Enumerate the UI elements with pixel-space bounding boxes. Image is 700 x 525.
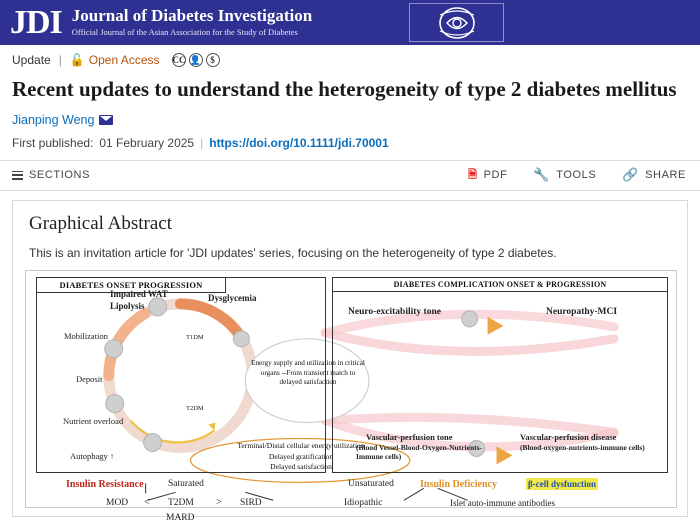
bottom-oval-line-2: Delayed satisfaction bbox=[270, 462, 332, 471]
label-mard: MARD bbox=[166, 513, 195, 523]
email-icon[interactable] bbox=[99, 115, 113, 125]
wrench-icon: 🔧 bbox=[533, 167, 551, 183]
doi-link[interactable]: https://doi.org/10.1111/jdi.70001 bbox=[209, 135, 389, 150]
creative-commons-icons[interactable] bbox=[172, 53, 220, 67]
label-insulin-deficiency: Insulin Deficiency bbox=[420, 479, 497, 490]
journal-title: Journal of Diabetes Investigation bbox=[71, 5, 313, 25]
center-oval-text: Energy supply and utilization in critical organs --From transient match to delayed satisfaction bbox=[251, 359, 365, 387]
label-mobilization: Mobilization bbox=[64, 331, 108, 341]
journal-subtitle: Official Journal of the Asian Association for the Study of Diabetes bbox=[71, 27, 298, 38]
kicker-separator: | bbox=[58, 53, 62, 67]
label-beta-cell-dysfunction: β-cell dysfunction bbox=[528, 479, 596, 489]
label-impaired-wat: Impaired WAT bbox=[110, 289, 168, 299]
tools-label: TOOLS bbox=[556, 169, 597, 182]
site-masthead bbox=[0, 0, 700, 45]
label-deposit: Deposit bbox=[76, 374, 103, 384]
label-t2dm: T2DM bbox=[186, 405, 204, 412]
tools-button[interactable] bbox=[533, 167, 596, 183]
label-idiopathic: Idiopathic bbox=[344, 498, 383, 508]
pdf-icon: 🗎 bbox=[468, 168, 478, 181]
chevron-right-icon: > bbox=[216, 497, 222, 508]
article-toolbar bbox=[0, 160, 700, 191]
label-unsaturated: Unsaturated bbox=[348, 479, 394, 489]
author-line bbox=[12, 113, 688, 127]
left-panel-header: DIABETES ONSET PROGRESSION bbox=[36, 277, 226, 293]
article-header bbox=[0, 45, 700, 150]
graphical-abstract-figure[interactable] bbox=[25, 270, 677, 523]
label-saturated: Saturated bbox=[168, 479, 204, 489]
label-t1dm: T1DM bbox=[186, 334, 204, 341]
pdf-label: PDF bbox=[483, 169, 508, 182]
sections-label: SECTIONS bbox=[29, 169, 91, 182]
open-access-label: Open Access bbox=[88, 53, 160, 67]
label-sird: SIRD bbox=[240, 498, 262, 508]
graphical-abstract-panel bbox=[12, 200, 688, 523]
label-neuro-excitability-tone: Neuro-excitability tone bbox=[348, 307, 441, 317]
author-name[interactable]: Jianping Weng bbox=[12, 112, 95, 127]
open-access-badge[interactable] bbox=[70, 53, 160, 67]
page-title: Recent updates to understand the heterogeneity of type 2 diabetes mellitus bbox=[12, 77, 677, 101]
toolbar-right-group bbox=[468, 166, 686, 185]
label-lipolysis: Lipolysis bbox=[110, 301, 145, 311]
first-published-date: 01 February 2025 bbox=[99, 135, 195, 150]
share-label: SHARE bbox=[645, 169, 686, 182]
pubinfo-separator: | bbox=[200, 135, 204, 150]
bottom-oval-line-1: Delayed gratification bbox=[268, 452, 334, 461]
right-panel-header: DIABETES COMPLICATION ONSET & PROGRESSION bbox=[332, 277, 668, 292]
aasd-emblem-icon bbox=[409, 3, 504, 42]
cc-nc-icon: $ bbox=[206, 53, 220, 67]
label-dysglycemia: Dysglycemia bbox=[208, 293, 257, 303]
first-published-label: First published: bbox=[12, 135, 94, 150]
label-vascular-perfusion-disease: Vascular-perfusion disease bbox=[520, 432, 617, 442]
label-islet-auto-immune-antibodies: Islet auto-immune antibodies bbox=[450, 498, 555, 508]
label-vascular-perfusion-tone-detail: (Blood Vessel-Blood-Oxygen-Nutrients-Immune cells) bbox=[356, 443, 483, 461]
list-icon bbox=[12, 171, 23, 180]
label-vascular-perfusion-disease-detail: (Blood-oxygen-nutrients-immune cells) bbox=[520, 443, 645, 452]
graphical-abstract-description: This is an invitation article for 'JDI updates' series, focusing on the heterogeneity of type 2 diabetes. bbox=[29, 245, 557, 260]
pdf-button[interactable] bbox=[468, 166, 507, 185]
share-button[interactable] bbox=[622, 167, 686, 183]
label-nutrient-overload: Nutrient overload bbox=[63, 416, 124, 426]
publication-info bbox=[12, 136, 688, 150]
sections-button[interactable] bbox=[12, 169, 90, 181]
jdi-logo[interactable]: JDI bbox=[10, 3, 62, 41]
cc-by-icon: 👤 bbox=[189, 55, 202, 65]
label-neuropathy-mci: Neuropathy-MCI bbox=[546, 307, 618, 317]
label-autophagy: Autophagy ↑ bbox=[70, 451, 115, 461]
label-vascular-perfusion-tone: Vascular-perfusion tone bbox=[366, 432, 453, 442]
label-insulin-resistance: Insulin Resistance bbox=[66, 479, 144, 490]
graphical-abstract-heading: Graphical Abstract bbox=[29, 212, 172, 234]
article-kicker-row bbox=[12, 53, 688, 73]
label-mod: MOD bbox=[106, 498, 129, 508]
lock-icon: 🔓 bbox=[69, 53, 85, 67]
journal-name-block bbox=[72, 7, 312, 39]
share-icon: 🔗 bbox=[622, 167, 640, 183]
article-type-label: Update bbox=[12, 53, 51, 67]
bottom-oval-title: Terminal/Distal cellular energy utilization bbox=[237, 441, 365, 450]
cc-icon: CC bbox=[172, 55, 186, 65]
label-t2dm-bottom: T2DM bbox=[168, 498, 194, 508]
chevron-left-icon: < bbox=[144, 497, 150, 508]
